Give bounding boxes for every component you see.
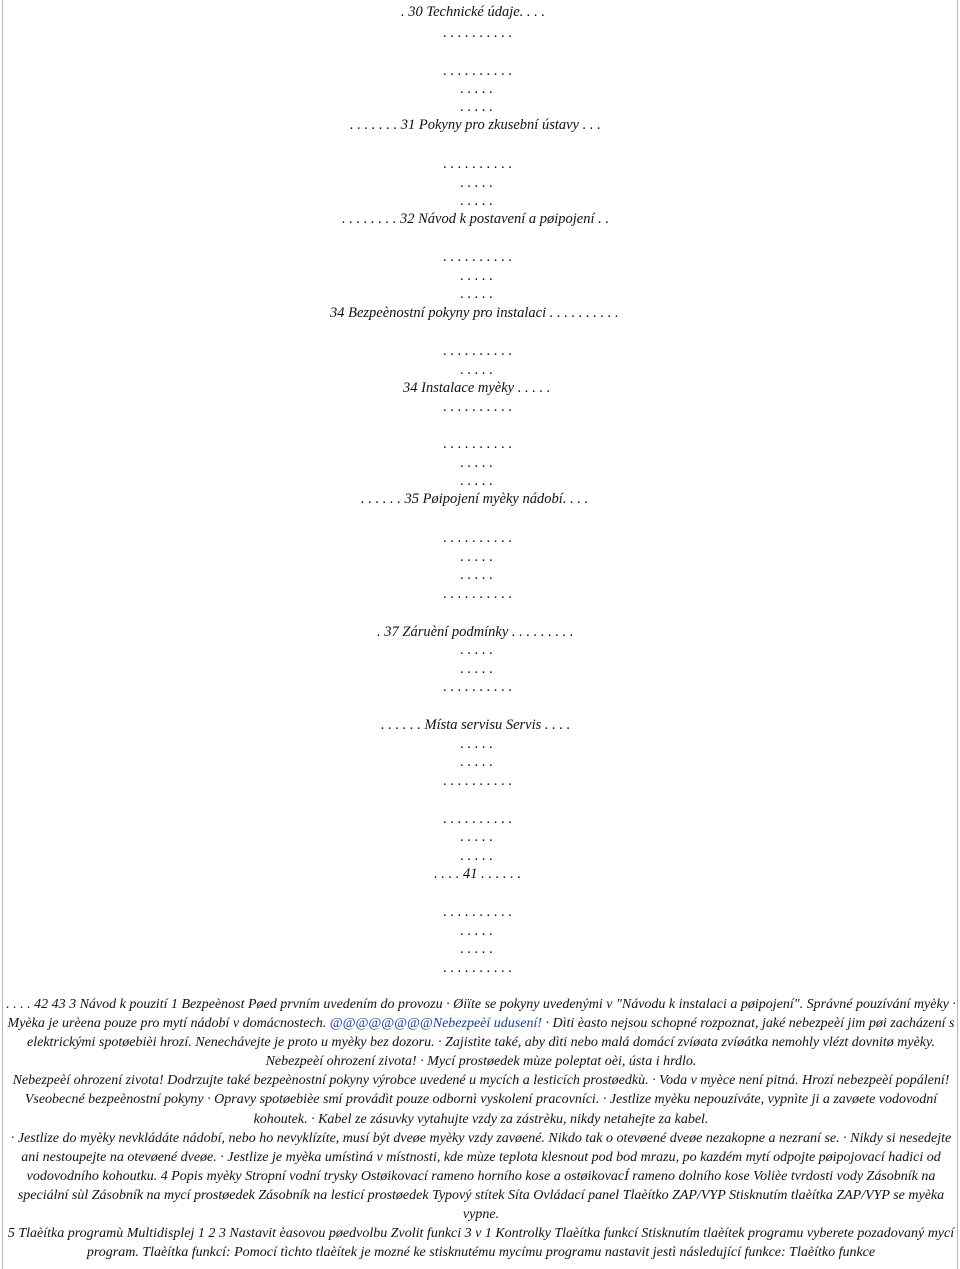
text-span: 5 Tlaèítka programù Multidisplej 1 2 3 Nastavit èasovou pøedvolbu Zvolit funkci 3 v 1 Kontrolky Tlaèítka funkcí Stisknutím tlaèítek programu vyberete pozadovaný mycí program. Tlaèítka funkcí: Pomocí tìchto tlaèítek je mozné ke stisknutému mycímu programu nastavit jestì následující funkce: Tlaèítko funkce [7, 1226, 955, 1261]
text-span: . . . . 42 43 3 Návod k pouzití 1 Bezpeènost Pøed prvním uvedením do provozu · Øiïte se pokyny uvedenými v "Návodu k instalaci a pøipojení". [6, 997, 807, 1012]
toc-line: . . . . . [460, 829, 493, 845]
toc-line: . . . . . [460, 567, 493, 583]
text-span: Správné pouzívání myèky · Myèka je urèena pouze pro mytí nádobí v domácnostech. [7, 997, 956, 1032]
paragraph-safety-intro [6, 995, 956, 1071]
toc-line: . . . . . . Místa servisu Servis . . . . [381, 717, 571, 733]
toc-line: . . . . 41 . . . . . . [434, 866, 521, 882]
page-border-right [957, 0, 958, 1269]
toc-line: . . . . . . . . 32 Návod k postavení a pøipojení . . [342, 211, 610, 227]
toc-line: . . . . . [460, 286, 493, 302]
toc-line: . 37 Záruèní podmínky . . . . . . . . . [377, 624, 574, 640]
toc-line: . . . . . [460, 268, 493, 284]
toc-line: . . . . . . . . . . [443, 399, 512, 415]
text-span: · Dìti èasto nejsou schopné rozpoznat, jaké nebezpeèí jim pøi zacházení s elektrickými spotøebièi hrozí. Nenechávejte je proto u myèky bez dozoru. · Zajistìte také, aby dìti nebo malá domácí zvíøata zvíøátka nemohly vlézt dovnitø myèky. Nebezpeèí ohrození zivota! · Mycí prostøedek mùze poleptat oèi, ústa i hrdlo. [27, 1016, 955, 1070]
paragraph-general-safety [6, 1071, 956, 1128]
paragraph-door-and-description [6, 1129, 956, 1224]
toc-line: . . . . . . . . . . [443, 249, 512, 265]
toc-line: 34 Bezpeènostní pokyny pro instalaci . . . . . . . . . . [330, 305, 619, 321]
text-span: Nebezpeèí ohrození zivota! Dodrzujte také bezpeènostní pokyny výrobce uvedené u mycích a lesticích prostøedkù. · Voda v myèce není pitná. Hrozí nebezpeèí popálení! Vseobecné bezpeènostní pokyny · Opravy spotøebièe smí provádìt pouze odbornì vyskolení pracovníci. · Jestlize myèku nepouzíváte, vypnìte ji a zavøete vodovodní kohoutek. · Kabel ze zásuvky vytahujte vzdy za zástrèku, nikdy netahejte za kabel. [12, 1073, 950, 1127]
toc-line: . . . . . . . . . . [443, 156, 512, 172]
page-border-left [2, 0, 3, 1269]
toc-line: . . . . . [460, 175, 493, 191]
toc-line: . . . . . [460, 642, 493, 658]
toc-line: . . . . . . . . . . [443, 343, 512, 359]
toc-line: . . . . . [460, 848, 493, 864]
toc-line: . . . . . [460, 736, 493, 752]
toc-line: . . . . . . . . . . [443, 25, 512, 41]
manual-body-text [6, 995, 956, 1262]
toc-line: . . . . . . . . . . [443, 773, 512, 789]
toc-line: . . . . . [460, 193, 493, 209]
toc-line: . . . . . . . . . . [443, 960, 512, 976]
toc-line: . . . . . [460, 754, 493, 770]
toc-line: . . . . . . . . . . [443, 586, 512, 602]
toc-line: . . . . . . . . . . [443, 63, 512, 79]
toc-line: . . . . . . . . . . [443, 811, 512, 827]
toc-line: . . . . . . . 31 Pokyny pro zkusební ústavy . . . [350, 117, 601, 133]
toc-line: . . . . . [460, 362, 493, 378]
toc-line: . . . . . [460, 923, 493, 939]
toc-line: . . . . . [460, 81, 493, 97]
toc-line: 34 Instalace myèky . . . . . [403, 380, 551, 396]
toc-line: . . . . . . . . . . [443, 530, 512, 546]
toc-line: . . . . . [460, 99, 493, 115]
toc-line: . . . . . [460, 549, 493, 565]
paragraph-program-buttons [6, 1224, 956, 1262]
toc-line: . . . . . . . . . . [443, 904, 512, 920]
text-span: · Jestlize do myèky nevkládáte nádobí, nebo ho nevyklízíte, musí být dveøe myèky vzdy zavøené. Nikdo tak o otevøené dveøe nezakopne a nezraní se. · Nikdy si nesedejte ani nestoupejte na otevøené dveøe. · Jestlize je myèka umístìná v místnosti, kde mùze teplota klesnout pod bod mrazu, po kazdém mytí odpojte pøipojovací hadici od vodovodního kohoutku. 4 Popis myèky Stropní vodní trysky Ostøikovací rameno horního kose a ostøikovacÍ rameno dolního kose Volièe tvrdosti vody Zásobník na speciální sùl Zásobník na mycí prostøedek Zásobník na lesticí prostøedek Typový stítek Síta Ovládací panel Tlaèítko ZAP/VYP Stisknutím tlaèítka ZAP/VYP se myèka vypne. [10, 1130, 952, 1223]
text-span-highlighted: @@@@@@@@Nebezpeèí udusení! [329, 1016, 546, 1032]
toc-line: . . . . . [460, 455, 493, 471]
toc-line: . . . . . [460, 661, 493, 677]
toc-line: . . . . . . 35 Pøipojení myèky nádobí. . . . [361, 491, 589, 507]
toc-line: . . . . . . . . . . [443, 436, 512, 452]
toc-line: . . . . . [460, 941, 493, 957]
toc-line: . . . . . . . . . . [443, 679, 512, 695]
toc-line: . 30 Technické údaje. . . . [401, 4, 546, 20]
toc-line: . . . . . [460, 473, 493, 489]
